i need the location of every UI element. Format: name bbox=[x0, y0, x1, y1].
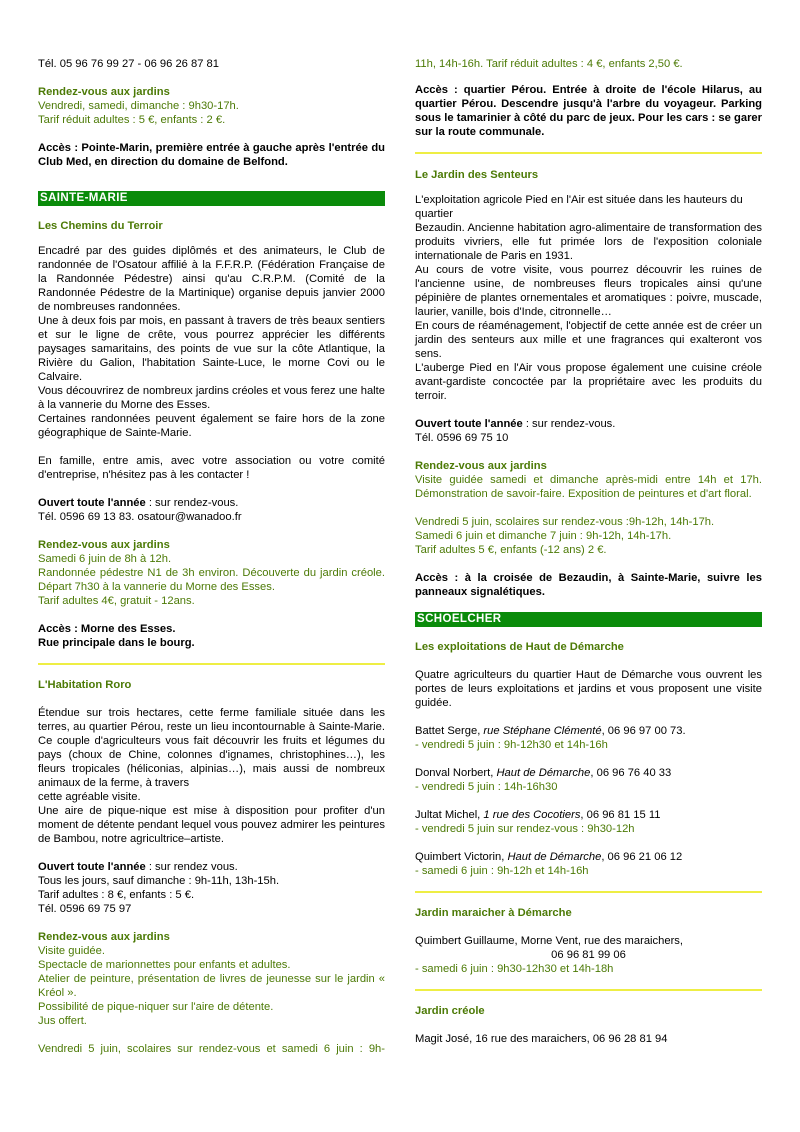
access-info: Accès : à la croisée de Bezaudin, à Sainte-Marie, suivre les panneaux signalétiques. bbox=[415, 572, 762, 598]
rendezvous-heading: Rendez-vous aux jardins bbox=[38, 539, 170, 551]
farmer-contact bbox=[415, 724, 762, 738]
farmer-name: Donval Norbert, bbox=[415, 767, 497, 779]
activity-line: Visite guidée. bbox=[38, 945, 105, 957]
chemins-paragraph-4: Certaines randonnées peuvent également se faire hors de la zone géographique de Sainte-Marie. bbox=[38, 413, 385, 439]
farmer-entry bbox=[415, 808, 762, 836]
farmer-contact bbox=[415, 766, 762, 780]
price-line: Tarif réduit adultes : 5 €, enfants : 2 €. bbox=[38, 114, 226, 126]
hours-line: Tous les jours, sauf dimanche : 9h-11h, 13h-15h. bbox=[38, 875, 280, 887]
demarche-intro: Quatre agriculteurs du quartier Haut de Démarche vous ouvrent les portes de leurs exploitations et jardins et vous proposent une visite guidée. bbox=[415, 669, 762, 709]
section-divider bbox=[38, 663, 385, 665]
section-divider bbox=[415, 152, 762, 154]
farmer-contact bbox=[415, 850, 762, 864]
activity-line: Spectacle de marionnettes pour enfants et adultes. bbox=[38, 959, 291, 971]
activity-line: Jus offert. bbox=[38, 1015, 87, 1027]
senteurs-paragraph-2: Au cours de votre visite, vous pourrez découvrir les ruines de l'ancienne usine, de nombreuses fleurs tropicales ainsi qu'une pépinière de plantes ornementales et aromatiques : poivre, muscade, laurier, vanille, bois d'Inde, citronnelle… bbox=[415, 264, 762, 318]
activity-line: Atelier de peinture, présentation de livres de jeunesse sur le jardin « Kréol ». bbox=[38, 973, 385, 999]
senteurs-paragraph-1-cont: Bezaudin. Ancienne habitation agro-alimentaire de transformation des produits vivriers, elle fut primée lors de l'exposition coloniale internationale de Paris en 1931. bbox=[415, 222, 762, 262]
farmer-phone: , 06 96 81 15 11 bbox=[580, 809, 661, 821]
chemins-paragraph-1: Encadré par des guides diplômés et des animateurs, le Club de randonnée de l'Osatour affilié à la F.F.R.P. (Fédération Française de la Randonnée Pédestre) ainsi qu'au C.R.P.M. (Comité de la Randonnée Pédestre de la Martinique) organise depuis janvier 2000 de nombreuses randonnées. bbox=[38, 245, 385, 313]
price-line: Tarif adultes 4€, gratuit - 12ans. bbox=[38, 595, 195, 607]
opening-detail: : sur rendez-vous. bbox=[522, 418, 616, 430]
farmer-address: 1 rue des Cocotiers bbox=[483, 809, 581, 821]
opening-detail: : sur rendez vous. bbox=[145, 861, 238, 873]
section-divider bbox=[415, 891, 762, 893]
maraicher-schedule: - samedi 6 juin : 9h30-12h30 et 14h-18h bbox=[415, 963, 614, 975]
phone-line: Tél. 05 96 76 99 27 - 06 96 26 87 81 bbox=[38, 58, 220, 70]
roro-paragraph-1-end: cette agréable visite. bbox=[38, 791, 141, 803]
farmer-contact bbox=[415, 808, 762, 822]
contact-line: Tél. 0596 69 13 83. osatour@wanadoo.fr bbox=[38, 511, 242, 523]
farmer-address: Haut de Démarche bbox=[496, 767, 591, 779]
opening-label: Ouvert toute l'année bbox=[38, 861, 146, 873]
activity-line: Possibilité de pique-niquer sur l'aire de détente. bbox=[38, 1001, 274, 1013]
farmer-entry bbox=[415, 724, 762, 752]
maraicher-phone: 06 96 81 99 06 bbox=[551, 949, 626, 961]
schedule-line: Vendredi 5 juin, scolaires sur rendez-vous :9h-12h, 14h-17h. bbox=[415, 516, 715, 528]
chemins-title: Les Chemins du Terroir bbox=[38, 220, 163, 232]
schedule-line: 11h, 14h-16h. Tarif réduit adultes : 4 €, enfants 2,50 €. bbox=[415, 58, 683, 70]
opening-label: Ouvert toute l'année bbox=[38, 497, 146, 509]
farmer-address: rue Stéphane Clémenté bbox=[483, 725, 602, 737]
roro-paragraph-2: Une aire de pique-nique est mise à disposition pour profiter d'un moment de détente pendant lequel vous pouvez admirer les peintures de Bambou, notre agricultrice–artiste. bbox=[38, 805, 385, 845]
contact-line: Tél. 0596 69 75 10 bbox=[415, 432, 509, 444]
schedule-line: Samedi 6 juin de 8h à 12h. bbox=[38, 553, 172, 565]
rendezvous-heading: Rendez-vous aux jardins bbox=[38, 86, 170, 98]
section-bar-schoelcher: SCHOELCHER bbox=[415, 612, 762, 627]
roro-title: L'Habitation Roro bbox=[38, 679, 132, 691]
opening-line bbox=[38, 496, 385, 510]
farmer-name: Battet Serge, bbox=[415, 725, 484, 737]
opening-line bbox=[415, 417, 762, 431]
farmer-schedule: - vendredi 5 juin : 9h-12h30 et 14h-16h bbox=[415, 739, 608, 751]
farmer-name: Jultat Michel, bbox=[415, 809, 484, 821]
farmer-phone: , 06 96 21 06 12 bbox=[601, 851, 683, 863]
farmer-schedule: - vendredi 5 juin : 14h-16h30 bbox=[415, 781, 558, 793]
opening-detail: : sur rendez-vous. bbox=[145, 497, 239, 509]
farmer-phone: , 06 96 76 40 33 bbox=[590, 767, 672, 779]
creole-title: Jardin créole bbox=[415, 1005, 485, 1017]
schedule-line: Samedi 6 juin et dimanche 7 juin : 9h-12h, 14h-17h. bbox=[415, 530, 672, 542]
contact-line: Tél. 0596 69 75 97 bbox=[38, 903, 132, 915]
farmer-entry bbox=[415, 766, 762, 794]
schedule-line: Vendredi 5 juin, scolaires sur rendez-vous et samedi 6 juin : 9h- bbox=[38, 1043, 385, 1055]
senteurs-paragraph-4: L'auberge Pied en l'Air vous propose également une cuisine créole avant-gardiste concoctée par la propriétaire avec les produits du terroir. bbox=[415, 362, 762, 402]
chemins-paragraph-5: En famille, entre amis, avec votre association ou votre comité d'entreprise, n'hésitez pas à les contacter ! bbox=[38, 455, 385, 481]
farmer-schedule: - vendredi 5 juin sur rendez-vous : 9h30-12h bbox=[415, 823, 635, 835]
chemins-paragraph-3: Vous découvrirez de nombreux jardins créoles et vous ferez une halte à la vannerie du Morne des Esses. bbox=[38, 385, 385, 411]
price-line: Tarif adultes : 8 €, enfants : 5 €. bbox=[38, 889, 195, 901]
maraicher-title: Jardin maraicher à Démarche bbox=[415, 907, 572, 919]
senteurs-title: Le Jardin des Senteurs bbox=[415, 169, 539, 181]
section-bar-sainte-marie: SAINTE-MARIE bbox=[38, 191, 385, 206]
senteurs-paragraph-3: En cours de réaménagement, l'objectif de cette année est de créer un jardin des senteurs aux mille et une fragrances qui exalteront vos sens. bbox=[415, 320, 762, 360]
access-info: Rue principale dans le bourg. bbox=[38, 637, 195, 649]
price-line: Tarif adultes 5 €, enfants (-12 ans) 2 €. bbox=[415, 544, 607, 556]
rendezvous-heading: Rendez-vous aux jardins bbox=[38, 931, 170, 943]
farmer-schedule: - samedi 6 juin : 9h-12h et 14h-16h bbox=[415, 865, 589, 877]
senteurs-paragraph-1: L'exploitation agricole Pied en l'Air est située dans les hauteurs du quartier bbox=[415, 194, 743, 220]
demarche-title: Les exploitations de Haut de Démarche bbox=[415, 641, 624, 653]
activity-line: Randonnée pédestre N1 de 3h environ. Découverte du jardin créole. Départ 7h30 à la vannerie du Morne des Esses. bbox=[38, 567, 385, 593]
activity-line: Visite guidée samedi et dimanche après-midi entre 14h et 17h. Démonstration de savoir-faire. Exposition de peintures et d'art floral. bbox=[415, 474, 762, 500]
farmer-name: Quimbert Victorin, bbox=[415, 851, 508, 863]
right-column bbox=[415, 57, 762, 1046]
creole-contact: Magit José, 16 rue des maraichers, 06 96 28 81 94 bbox=[415, 1033, 668, 1045]
section-divider bbox=[415, 989, 762, 991]
schedule-line: Vendredi, samedi, dimanche : 9h30-17h. bbox=[38, 100, 239, 112]
left-column bbox=[38, 57, 385, 1056]
roro-paragraph-1: Étendue sur trois hectares, cette ferme familiale située dans les terres, au quartier Pérou, reste un lieu incontournable à Sainte-Marie. Ce couple d'agriculteurs vous fait découvrir les fruits et légumes du pays (choux de Chine, colonnes d'ignames, christophines…), les fleurs tropicales (héliconias, alpinias…), mais aussi de nombreux animaux de la ferme, à travers bbox=[38, 707, 385, 789]
access-info: Accès : quartier Pérou. Entrée à droite de l'école Hilarus, au quartier Pérou. Descendre jusqu'à l'arbre du voyageur. Parking sous le tamarinier à côté du parc de jeux. Pour les cars : se garer sur la route communale. bbox=[415, 84, 762, 138]
farmer-address: Haut de Démarche bbox=[507, 851, 602, 863]
access-info: Accès : Morne des Esses. bbox=[38, 623, 176, 635]
opening-line bbox=[38, 860, 385, 874]
rendezvous-heading: Rendez-vous aux jardins bbox=[415, 460, 547, 472]
chemins-paragraph-2: Une à deux fois par mois, en passant à travers de très beaux sentiers et sur le ligne de crête, vous pourrez apprécier les différents paysages samaritains, des points de vue sur la côte Atlantique, la Rivière du Galion, l'habitation Sainte-Luce, le morne Covi ou le Calvaire. bbox=[38, 315, 385, 383]
farmer-entry bbox=[415, 850, 762, 878]
opening-label: Ouvert toute l'année bbox=[415, 418, 523, 430]
farmer-phone: , 06 96 97 00 73. bbox=[601, 725, 686, 737]
access-info: Accès : Pointe-Marin, première entrée à gauche après l'entrée du Club Med, en direction du domaine de Belfond. bbox=[38, 142, 385, 168]
maraicher-contact: Quimbert Guillaume, Morne Vent, rue des maraichers, bbox=[415, 935, 683, 947]
